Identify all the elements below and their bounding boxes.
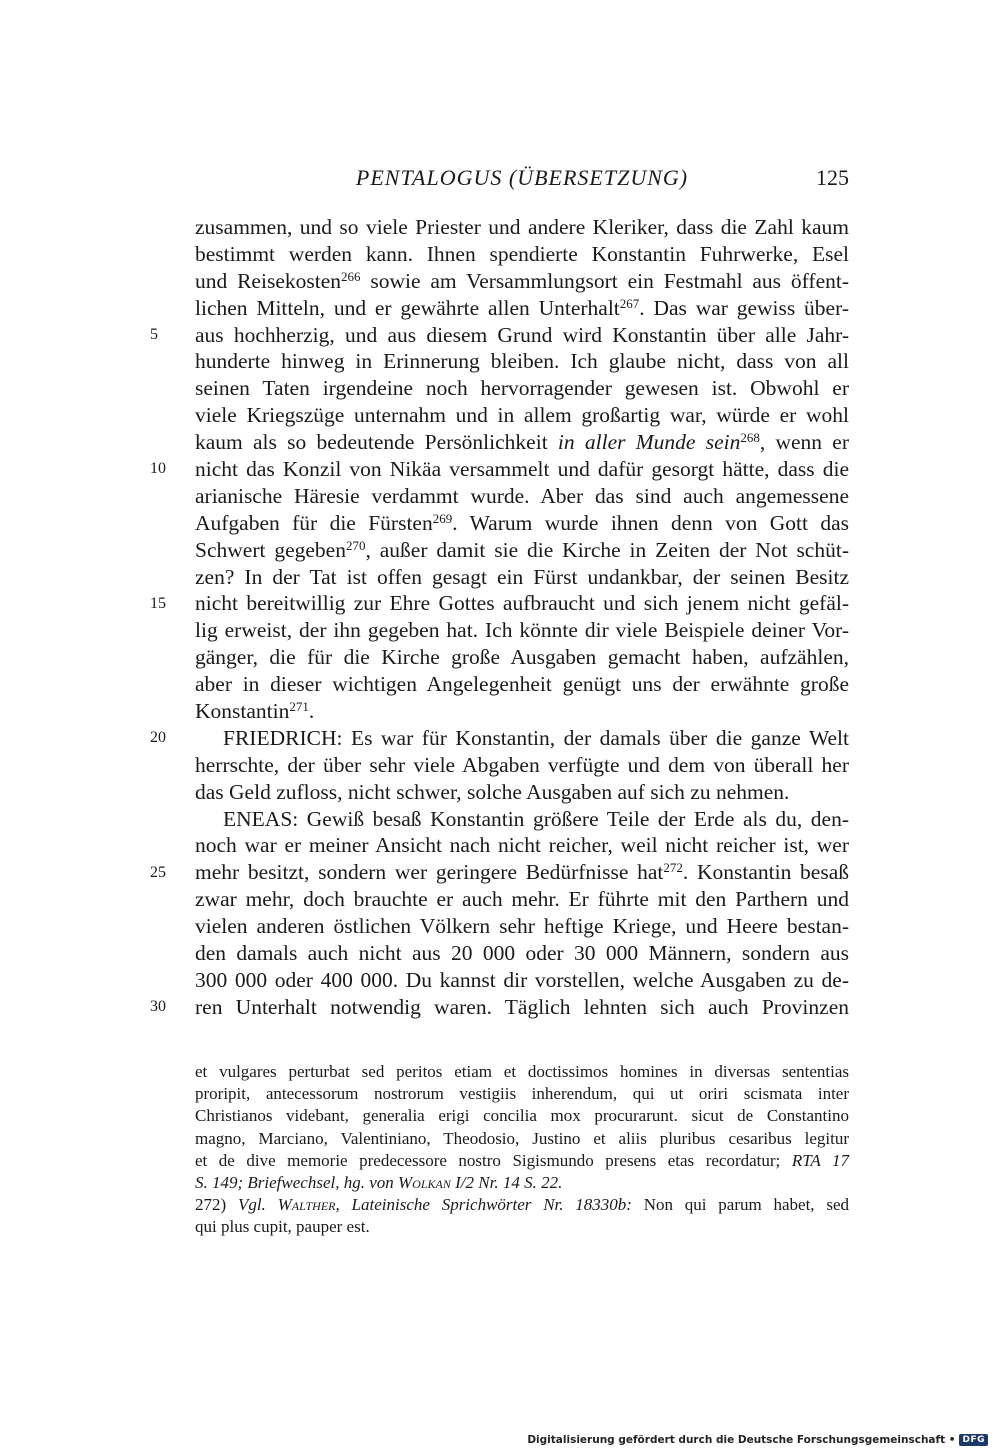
footnote-ref: 266 — [341, 268, 361, 284]
text-line: Schwert gegeben$^{270}$, außer damit sie die Kirche in Zeiten der Not schüt- — [195, 537, 849, 562]
line-number: 30 — [150, 998, 166, 1016]
footnote-line: S. 149; Briefwechsel, hg. von Wolkan I/2 Nr. 14 S. 22. — [195, 1172, 563, 1192]
running-title: PENTALOGUS (ÜBERSETZUNG) — [355, 165, 689, 190]
text-line: aber in dieser wichtigen Angelegenheit genügt uns der erwähnte große — [195, 672, 849, 697]
footnote-line: Christianos videbant, generalia erigi concilia mox procurarunt. sicut de Constantino — [195, 1106, 849, 1126]
text-line: 300 000 oder 400 000. Du kannst dir vorstellen, welche Ausgaben zu de- — [195, 967, 849, 992]
footnote-line: proripit, antecessorum nostrorum vestigiis inherendum, qui ut oriri scismata inter — [195, 1084, 849, 1104]
credit-text: Digitalisierung gefördert durch die Deutsche Forschungsgemeinschaft • — [527, 1434, 956, 1446]
page-header — [195, 162, 849, 194]
text-line: vielen anderen östlichen Völkern sehr heftige Kriege, und Heere bestan- — [195, 914, 849, 939]
dfg-logo: DFG — [959, 1434, 988, 1446]
main-text — [195, 214, 849, 1021]
text-line: ENEAS: Gewiß besaß Konstantin größere Teile der Erde als du, den- — [223, 806, 849, 831]
line-number: 10 — [150, 460, 166, 478]
text-line: FRIEDRICH: Es war für Konstantin, der damals über die ganze Welt — [223, 725, 849, 750]
footnotes — [195, 1061, 849, 1239]
text-line: kaum als so bedeutende Persönlichkeit in aller Munde sein$^{268}$, wenn er — [195, 430, 849, 455]
line-number: 15 — [150, 594, 166, 612]
text-line: und Reisekosten$^{266}$ sowie am Versammlungsort ein Festmahl aus öffent- — [195, 268, 849, 293]
text-line: aus hochherzig, und aus diesem Grund wird Konstantin über alle Jahr- — [195, 322, 849, 347]
text-line: nicht bereitwillig zur Ehre Gottes aufbraucht und sich jenem nicht gefäl- — [195, 591, 849, 616]
footnote-ref: 267 — [619, 295, 640, 311]
line-number: 20 — [150, 729, 166, 747]
text-line: seinen Taten irgendeine noch hervorragender gewesen ist. Obwohl er — [195, 376, 849, 401]
text-line: zusammen, und so viele Priester und andere Kleriker, dass die Zahl kaum — [195, 215, 849, 239]
page-number: 125 — [816, 165, 849, 190]
footnote-ref: 269 — [432, 510, 453, 526]
text-line: zwar mehr, doch brauchte er auch mehr. Er führte mit den Parthern und — [195, 887, 849, 912]
footnote-line: et vulgares perturbat sed peritos etiam et doctissimos homines in diversas sententias — [195, 1062, 849, 1081]
text-line: mehr besitzt, sondern wer geringere Bedürfnisse hat$^{272}$. Konstantin besaß — [195, 860, 849, 885]
footnote-ref: 268 — [740, 430, 760, 446]
text-line: ren Unterhalt notwendig waren. Täglich lehnten sich auch Provinzen — [195, 994, 849, 1019]
italic-quote: in aller Munde sein — [557, 430, 741, 455]
text-line: zen? In der Tat ist offen gesagt ein Fürst undankbar, der seinen Besitz — [195, 564, 849, 589]
text-line: arianische Häresie verdammt wurde. Aber das sind auch angemessene — [195, 483, 849, 508]
text-line: nicht das Konzil von Nikäa versammelt und dafür gesorgt hätte, dass die — [195, 457, 849, 482]
text-line: gänger, die für die Kirche große Ausgaben gemacht haben, aufzählen, — [195, 645, 849, 670]
footnote-line: qui plus cupit, pauper est. — [195, 1217, 370, 1237]
text-line: viele Kriegszüge unternahm und in allem großartig war, würde er wohl — [195, 403, 849, 428]
text-line: das Geld zufloss, nicht schwer, solche Ausgaben auf sich zu nehmen. — [195, 779, 790, 804]
text-line: noch war er meiner Ansicht nach nicht reicher, weil nicht reicher ist, wer — [195, 833, 849, 858]
text-line: hunderte hinweg in Erinnerung bleiben. Ich glaube nicht, dass von all — [195, 349, 849, 374]
line-number: 25 — [150, 863, 166, 881]
footnote-line: et de dive memorie predecessore nostro Sigismundo presens etas recordatur; RTA 17 — [195, 1150, 849, 1170]
footnote-line: magno, Marciano, Valentiniano, Theodosio, Justino et aliis pluribus cesaribus legitur — [195, 1128, 849, 1148]
footnote-ref: 272 — [663, 860, 683, 876]
text-line: lig erweist, der ihn gegeben hat. Ich könnte dir viele Beispiele deiner Vor- — [195, 618, 849, 643]
text-line: Aufgaben für die Fürsten$^{269}$. Warum wurde ihnen denn von Gott das — [195, 510, 850, 535]
text-line: den damals auch nicht aus 20 000 oder 30 000 Männern, sondern aus — [195, 941, 849, 966]
footnote-line: 272) Vgl. Walther, Lateinische Sprichwörter Nr. 18330b: Non qui parum habet, sed — [195, 1195, 849, 1215]
footnote-ref: 271 — [289, 699, 309, 715]
text-line: herrschte, der über sehr viele Abgaben verfügte und dem von überall her — [195, 752, 849, 777]
text-line: lichen Mitteln, und er gewährte allen Unterhalt$^{267}$. Das war gewiss über- — [195, 295, 849, 320]
digitization-credit — [527, 1434, 988, 1446]
text-line: bestimmt werden kann. Ihnen spendierte Konstantin Fuhrwerke, Esel — [195, 241, 849, 266]
text-line: Konstantin$^{271}$. — [195, 699, 315, 724]
line-number: 5 — [150, 325, 158, 343]
footnote-ref: 270 — [345, 537, 366, 553]
